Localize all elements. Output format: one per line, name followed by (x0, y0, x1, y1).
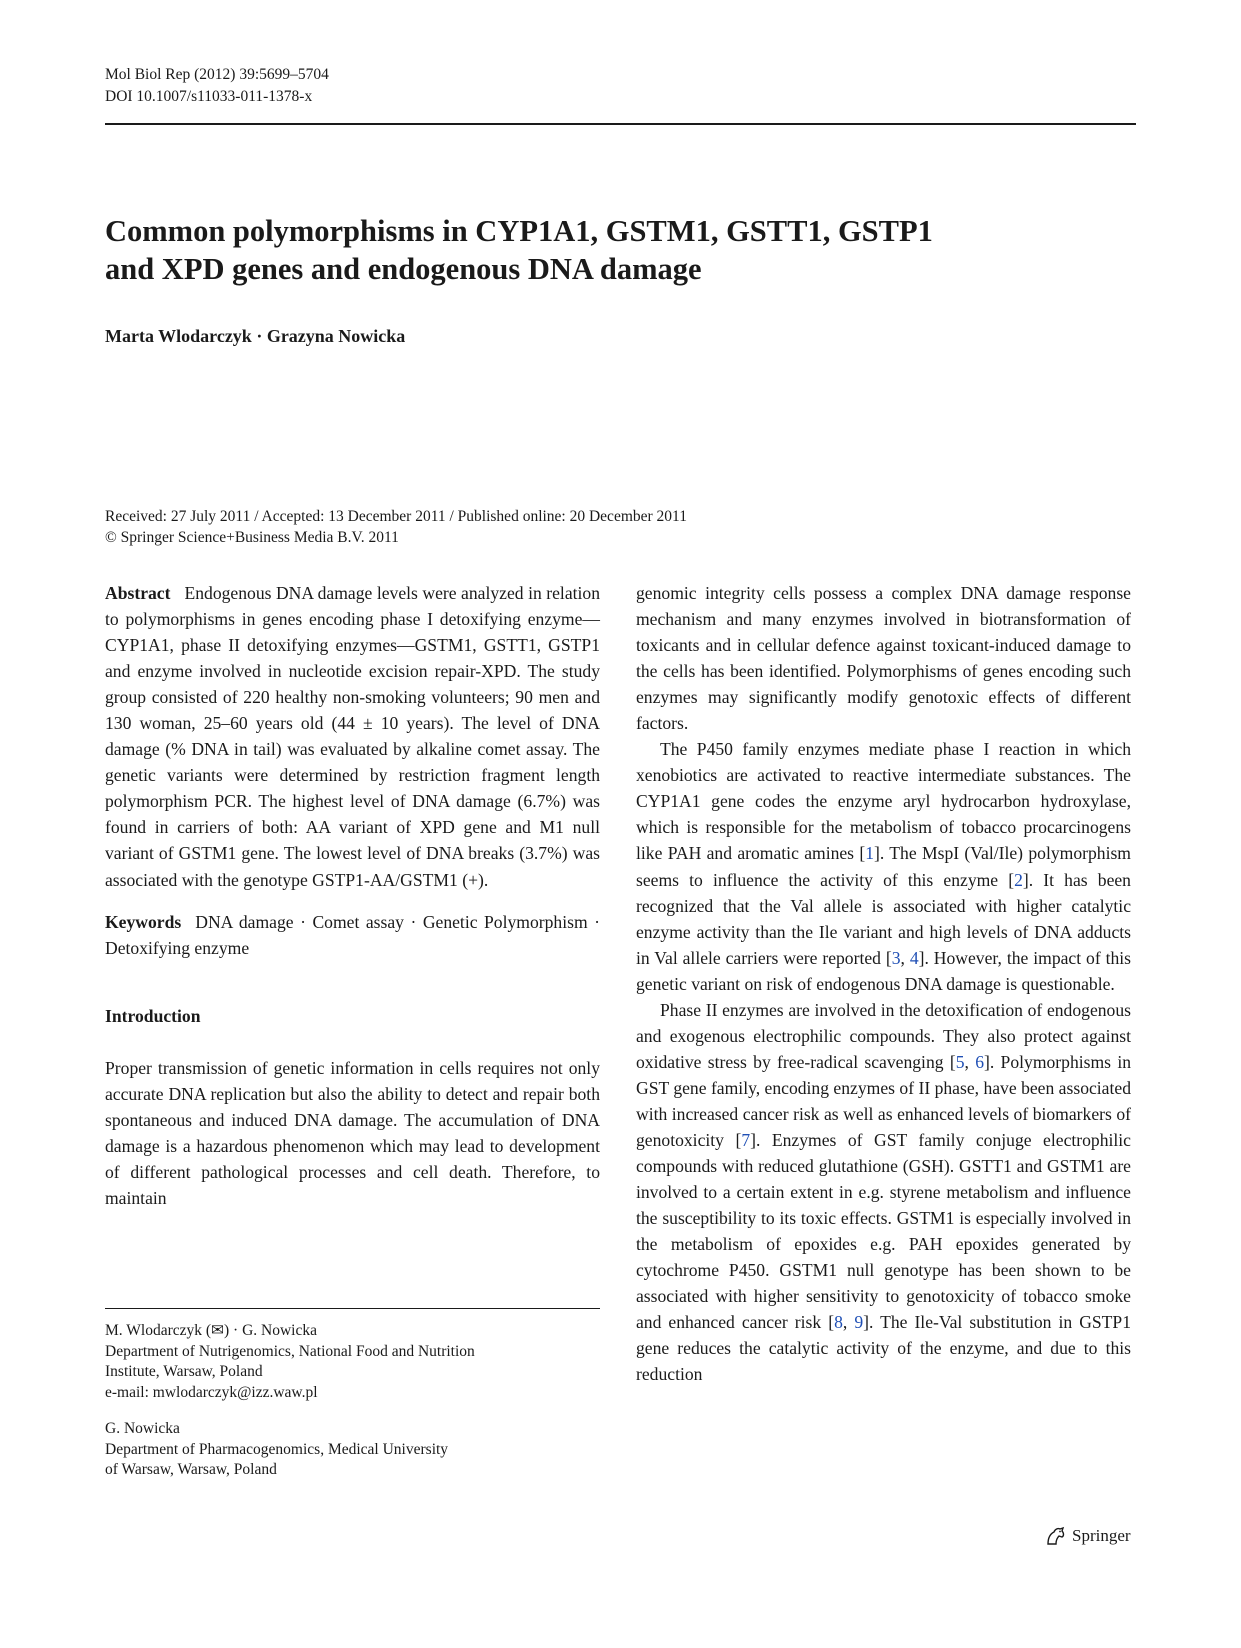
springer-logo (1044, 1526, 1131, 1546)
introduction-paragraph: Proper transmission of genetic information in cells requires not only accurate DNA replication but also the ability to detect and repair both spontaneous and induced DNA damage. The accumulation of DNA damage is a hazardous phenomenon which may lead to development of different pathological processes and cell death. Therefore, to maintain (105, 1057, 600, 1208)
citation-link[interactable]: 8 (834, 1312, 843, 1333)
text-span: Phase II enzymes are involved in the detoxification of endogenous and exogenous electrophilic compounds. They also protect against oxidative stress by free-radical scavenging [ (636, 999, 1131, 1072)
citation-link[interactable]: 3 (891, 947, 901, 968)
text-span: , (900, 947, 910, 968)
citation-link[interactable]: 6 (975, 1051, 984, 1072)
body-paragraph-1: genomic integrity cells possess a complex DNA damage response mechanism and many enzymes involved in biotransformation of toxicants and in cellular defence against toxicant-induced damage to the cells has been identified. Polymorphisms of genes encoding such enzymes may significantly modify genotoxic effects of different factors. (636, 583, 1131, 734)
abstract (105, 580, 600, 893)
text-span: ]. However, the impact of this genetic variant on risk of endogenous DNA damage is questionable. (636, 947, 1132, 994)
keywords (105, 909, 600, 961)
affiliation-1-names: M. Wlodarczyk (✉) · G. Nowicka (105, 1322, 317, 1339)
journal-header (105, 64, 329, 108)
title-line-1: Common polymorphisms in CYP1A1, GSTM1, GSTT1, GSTP1 (105, 214, 933, 248)
citation-link[interactable]: 7 (741, 1129, 751, 1150)
springer-horse-icon (1044, 1526, 1066, 1546)
abstract-text: Endogenous DNA damage levels were analyzed in relation to polymorphisms in genes encoding phase I detoxifying enzyme—CYP1A1, phase II detoxifying enzymes—GSTM1, GSTT1, GSTP1 and enzyme involved in nucleotide excision repair-XPD. The study group consisted of 220 healthy non-smoking volunteers; 90 men and 130 woman, 25–60 years old (44 ± 10 years). The level of DNA damage (% DNA in tail) was evaluated by alkaline comet assay. The genetic variants were determined by restriction fragment length polymorphism PCR. The highest level of DNA damage (6.7%) was found in carriers of both: AA variant of XPD gene and M1 null variant of GSTM1 gene. The lowest level of DNA breaks (3.7%) was associated with the genotype GSTP1-AA/GSTM1 (+). (105, 583, 600, 890)
left-column (105, 580, 600, 1211)
affiliation-2 (105, 1419, 600, 1481)
copyright: © Springer Science+Business Media B.V. 2011 (105, 529, 399, 546)
text-span: ]. The Ile-Val substitution in GSTP1 gene reduces the catalytic activity of the enzyme, and due to this reduction (636, 1312, 1132, 1385)
citation-link[interactable]: 5 (955, 1051, 965, 1072)
citation-link[interactable]: 2 (1014, 869, 1023, 890)
keywords-heading: Keywords (105, 911, 182, 932)
text-span: , (964, 1051, 976, 1072)
text-span: , (842, 1312, 855, 1333)
header-rule (105, 123, 1136, 125)
citation-link[interactable]: 9 (854, 1312, 864, 1333)
affiliation-1-institute: Institute, Warsaw, Poland (105, 1363, 263, 1380)
affiliation-2-department: Department of Pharmacogenomics, Medical University (105, 1440, 449, 1458)
journal-citation: Mol Biol Rep (2012) 39:5699–5704 (105, 66, 329, 83)
affiliation-2-institute: of Warsaw, Warsaw, Poland (105, 1461, 277, 1478)
right-column (636, 580, 1131, 1387)
body-paragraph-3 (636, 997, 1131, 1388)
affiliation-rule (105, 1308, 600, 1309)
affiliation-2-name: G. Nowicka (105, 1420, 180, 1437)
citation-link[interactable]: 1 (865, 843, 875, 864)
text-span: ]. Enzymes of GST family conjuge electrophilic compounds with reduced glutathione (GSH). GSTT1 and GSTM1 are involved to a certain extent in e.g. styrene metabolism and influence the susceptibility to its toxic effects. GSTM1 is especially involved in the metabolism of epoxides e.g. PAH epoxides generated by cytochrome P450. GSTM1 null genotype has been shown to be associated with higher sensitivity to genotoxicity of tobacco smoke and enhanced cancer risk [ (636, 1129, 1131, 1333)
affiliation-1 (105, 1321, 600, 1403)
title-line-2: and XPD genes and endogenous DNA damage (105, 252, 702, 286)
affiliation-1-email[interactable]: e-mail: mwlodarczyk@izz.waw.pl (105, 1383, 318, 1401)
history-dates: Received: 27 July 2011 / Accepted: 13 December 2011 / Published online: 20 December 2011 (105, 508, 687, 525)
text-span: ]. It has been recognized that the Val allele is associated with higher catalytic enzyme activity than the Ile variant and high levels of DNA adducts in Val allele carriers were reported [ (636, 869, 1131, 968)
publication-history (105, 506, 687, 548)
article-title (105, 212, 1105, 288)
text-span: ]. Polymorphisms in GST gene family, encoding enzymes of II phase, have been associated with increased cancer risk as well as enhanced levels of biomarkers of genotoxicity [ (636, 1051, 1131, 1150)
authors: Marta Wlodarczyk · Grazyna Nowicka (105, 326, 406, 346)
body-paragraph-2 (636, 736, 1131, 996)
affiliation-1-department: Department of Nutrigenomics, National Food and Nutrition (105, 1342, 475, 1360)
keywords-text: DNA damage · Comet assay · Genetic Polymorphism · Detoxifying enzyme (105, 911, 600, 958)
publisher-name: Springer (1072, 1526, 1131, 1545)
doi: DOI 10.1007/s11033-011-1378-x (105, 88, 313, 105)
text-span: ]. The MspI (Val/Ile) polymorphism seems to influence the activity of this enzyme [ (636, 843, 1131, 890)
citation-link[interactable]: 4 (909, 947, 919, 968)
abstract-heading: Abstract (105, 583, 171, 603)
text-span: The P450 family enzymes mediate phase I reaction in which xenobiotics are activated to reactive intermediate substances. The CYP1A1 gene codes the enzyme aryl hydrocarbon hydroxylase, which is responsible for the metabolism of tobacco procarcinogens like PAH and aromatic amines [ (636, 739, 1131, 864)
introduction-heading: Introduction (105, 1005, 201, 1026)
